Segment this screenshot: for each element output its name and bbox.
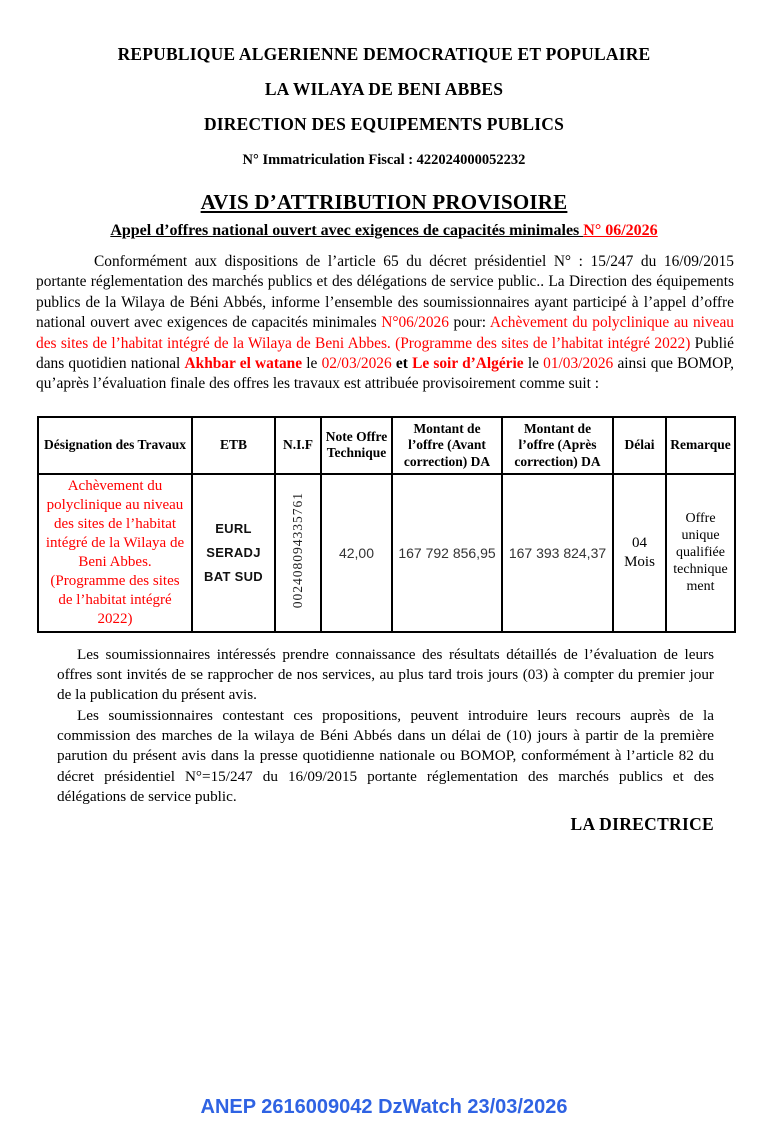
intro-run: pour:	[448, 314, 490, 332]
intro-run: ainsi que BOMOP, qu’après l’évaluation finale des offres les travaux est attribuée provisoirement comme suit :	[36, 355, 734, 393]
intro-run: Publié dans quotidien national	[36, 334, 734, 373]
intro-paragraph	[36, 252, 734, 395]
cell-note-technique: 42,00	[321, 474, 392, 632]
etb-line: EURL	[215, 521, 252, 537]
intro-tender-number: N°06/2026	[381, 314, 449, 332]
cell-montant-apres: 167 393 824,37	[502, 474, 613, 632]
col-header-note-technique: Note Offre Technique	[321, 417, 392, 474]
anep-footer-line: ANEP 2616009042 DzWatch 23/03/2026	[200, 1096, 568, 1118]
remarque-line: ment	[686, 579, 715, 595]
remarque-line: unique	[681, 528, 720, 544]
note-recourse-paragraph: Les soumissionnaires contestant ces propositions, peuvent introduire leurs recours auprès de la commission des marches de la wilaya de Béni Abbés dans un délai de (10) jours à partir de la première parution du présent avis dans la presse quotidienne nationale ou BOMOP, conformément à l’article 82 du décret présidentiel N°=15/247 du 16/09/2015 portante réglementation des marchés publics et des délégations de service public.	[57, 706, 714, 805]
signature-title: LA DIRECTRICE	[570, 814, 714, 835]
cell-etb	[192, 474, 275, 632]
delai-line: Mois	[624, 553, 655, 570]
award-table	[37, 416, 736, 633]
subtitle-tender-number: N° 06/2026	[583, 222, 658, 239]
col-header-nif: N.I.F	[275, 417, 321, 474]
col-header-designation: Désignation des Travaux	[38, 417, 192, 474]
notice-title: AVIS D’ATTRIBUTION PROVISOIRE	[200, 190, 568, 214]
subtitle-text: Appel d’offres national ouvert avec exigences de capacités minimales	[110, 222, 584, 239]
remarque-line: technique	[673, 562, 728, 578]
fiscal-id-line: N° Immatriculation Fiscal : 422024000052232	[242, 152, 526, 168]
header-direction-line: DIRECTION DES EQUIPEMENTS PUBLICS	[203, 114, 565, 134]
cell-nif	[275, 474, 321, 632]
note-results-paragraph: Les soumissionnaires intéressés prendre connaissance des résultats détaillés de l’évaluation de leurs offres sont invités de se rapprocher de nos services, au plus tard trois jours (03) à compter du premier jour de la publication du présent avis.	[57, 645, 714, 704]
table-header-row	[38, 417, 735, 474]
intro-newspaper-1: Akhbar el watane	[184, 355, 303, 373]
notes-section	[57, 645, 714, 807]
intro-run: et	[395, 355, 408, 373]
table-row	[38, 474, 735, 632]
cell-remarque	[666, 474, 735, 632]
intro-date-1: 02/03/2026	[321, 355, 392, 373]
col-header-montant-avant: Montant de l’offre (Avant correction) DA	[392, 417, 502, 474]
cell-montant-avant: 167 792 856,95	[392, 474, 502, 632]
etb-line: SERADJ	[206, 545, 261, 561]
col-header-etb: ETB	[192, 417, 275, 474]
intro-newspaper-2: Le soir d’Algérie	[412, 355, 524, 373]
notice-subtitle	[0, 222, 768, 240]
col-header-montant-apres: Montant de l’offre (Après correction) DA	[502, 417, 613, 474]
nif-number-vertical: 002408094335761	[290, 492, 305, 609]
document-header	[0, 0, 768, 169]
intro-run: le	[523, 355, 544, 373]
header-wilaya-line: LA WILAYA DE BENI ABBES	[264, 79, 504, 99]
delai-line: 04	[632, 534, 647, 551]
cell-delai	[613, 474, 666, 632]
intro-project-name: Achèvement du polyclinique au niveau des sites de l’habitat intégré de la Wilaya de Beni Abbes. (Programme des sites de l’habitat intégré 2022)	[36, 314, 734, 352]
intro-run: le	[302, 355, 322, 373]
col-header-delai: Délai	[613, 417, 666, 474]
intro-date-2: 01/03/2026	[543, 355, 614, 373]
cell-designation: Achèvement du polyclinique au niveau des sites de l’habitat intégré de la Wilaya de Beni Abbes. (Programme des sites de l’habitat intégré 2022)	[38, 474, 192, 632]
remarque-line: qualifiée	[676, 545, 725, 561]
remarque-line: Offre	[685, 511, 716, 527]
col-header-remarque: Remarque	[666, 417, 735, 474]
header-republic-line: REPUBLIQUE ALGERIENNE DEMOCRATIQUE ET POPULAIRE	[117, 44, 651, 64]
intro-run: Conformément aux dispositions de l’article 65 du décret présidentiel N° : 15/247 du 16/09/2015 portante réglementation des marchés publics et des délégations de service public.. La Direction des équipements publics de la Wilaya de Béni Abbés, informe l’ensemble des soumissionnaires ayant participé à l’appel d’offre national ouvert avec exigences de capacités minimales	[36, 253, 734, 332]
etb-line: BAT SUD	[204, 569, 263, 585]
